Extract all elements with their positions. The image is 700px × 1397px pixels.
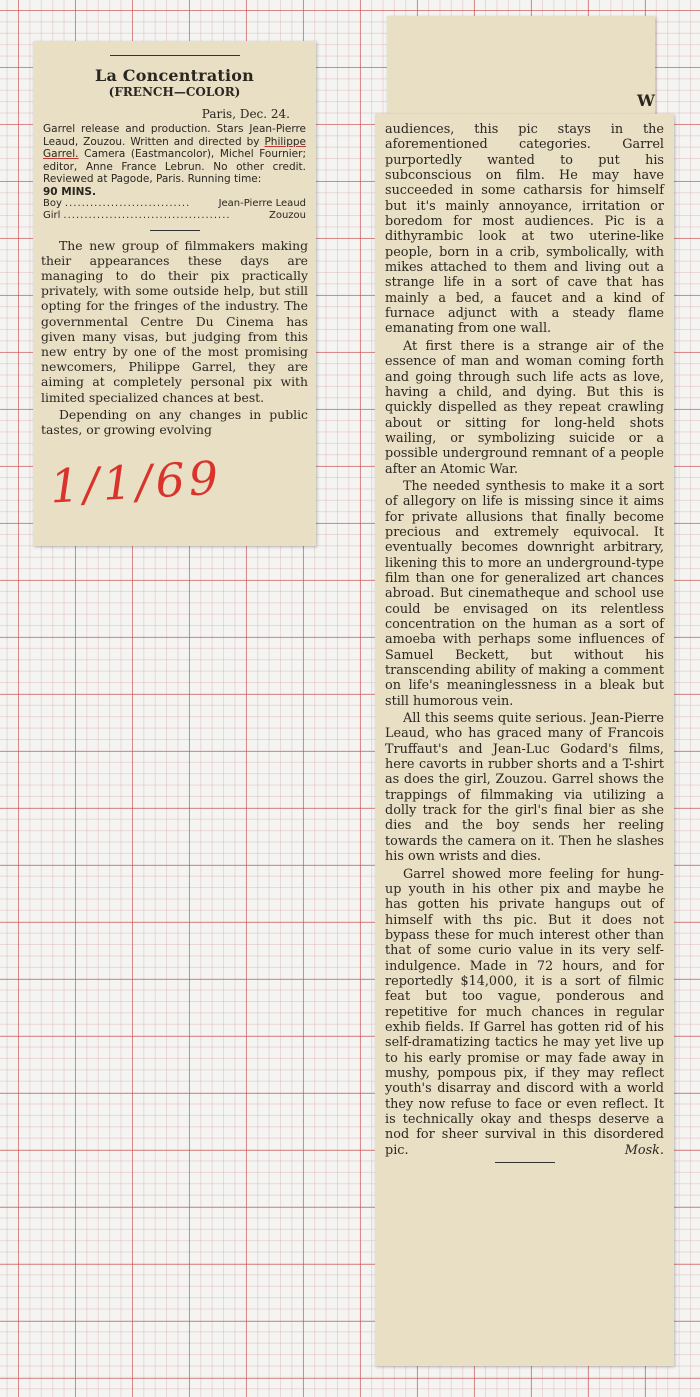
cast-row-boy: [43, 198, 306, 210]
credits-block: [43, 123, 306, 186]
handwritten-date: 1/1/69: [48, 450, 224, 514]
clipping-right: [375, 114, 674, 1366]
clipping-fragment: [387, 16, 655, 116]
cast-actor: Jean-Pierre Leaud: [218, 197, 306, 209]
fragment-letter: W: [637, 91, 655, 110]
body-paragraph: [385, 867, 664, 1159]
body-paragraph: Depending on any changes in public tastes, or growing evolving: [41, 406, 308, 437]
section-rule: [150, 230, 200, 231]
top-rule: [110, 55, 240, 56]
review-subtitle: (FRENCH—COLOR): [108, 85, 241, 99]
cast-row-girl: [43, 210, 306, 222]
body-paragraph: The new group of filmmakers making their appearances these days are managing to do their pix practically privately, with some outside help, but still opting for the fringes of the industry. The governmental Centre Du Cinema has given many visas, but judging from this new entry by one of the most promising newcomers, Philippe Garrel, they are aiming at completely personal pix with limited specialized chances at best.: [41, 237, 308, 405]
reviewer-signature: Mosk.: [624, 1142, 664, 1158]
body-paragraph: All this seems quite serious. Jean-Pierre Leaud, who has graced many of Francois Truffaut's and Jean-Luc Godard's films, here cavorts in rubber shorts and a T-shirt as does the girl, Zouzou. Garrel shows the trappings of filmmaking via utilizing a dolly track for the girl's final bier as she dies and the boy sends her reeling towards the camera on it. Then he slashes his own wrists and dies.: [385, 711, 664, 865]
running-time: 90 MINS.: [43, 185, 96, 198]
end-rule: [495, 1162, 555, 1163]
cast-leader-dots: ........................................: [63, 209, 231, 221]
cast-leader-dots: ..............................: [64, 197, 191, 209]
credits-text-before: Garrel release and production. Stars Jean-Pierre Leaud, Zouzou. Written and directed by: [43, 123, 306, 148]
cast-role: Boy: [43, 197, 62, 209]
credits-text-after: Camera (Eastmancolor), Michel Fournier; editor, Anne France Lebrun. No other credit. Reviewed at Pagode, Paris. Running time:: [43, 148, 306, 185]
body-paragraph: audiences, this pic stays in the aforementioned categories. Garrel purportedly wanted to put his subconscious on film. He may have succeeded in some catharsis for himself but it's mainly annoyance, irritation or boredom for most audiences. Pic is a dithyrambic look at two uterine-like people, born in a crib, symbolically, with mikes attached to them and living out a strange life in a sort of cave that has mainly a bed, a faucet and a kind of furnace adjunct with a steady flame emanating from one wall.: [385, 122, 664, 337]
review-title: La Concentration: [95, 66, 254, 85]
credits-director-highlight: Philippe Garrel.: [43, 135, 306, 160]
dateline: Paris, Dec. 24.: [201, 107, 290, 121]
cast-actor: Zouzou: [268, 209, 306, 221]
body-paragraph: The needed synthesis to make it a sort of allegory on life is missing since it aims for private allusions that finally become precious and extremely equivocal. It eventually becomes downright arbitrary, likening this to more an underground-type film than one for generalized art chances abroad. But cinematheque and school use could be envisaged on its relentless concentration on the human as a sort of amoeba with perhaps some influences of Samuel Beckett, but without his transcending ability of making a comment on life's meaninglessness in a bleak but still humorous vein.: [385, 478, 664, 709]
cast-role: Girl: [43, 209, 61, 221]
final-paragraph-text: Garrel showed more feeling for hung-up youth in his other pix and maybe he has gotten his private hangups out of himself with ths pic. But it does not bypass these for much interest other than that of some curio value in its very self-indulgence. Made in 72 hours, and for reportedly $14,000, it is a sort of filmic feat but too vague, ponderous and repetitive for much chances in regular exhib fields. If Garrel has gotten rid of his self-dramatizing tactics he may yet live up to his early promise or may fade away in mushy, pompous pix, if they may reflect youth's disarray and discord with a world they now refuse to face or even reflect. It is technically okay and thesps deserve a nod for sheer survival in this disordered pic.: [385, 866, 664, 1158]
body-paragraph: At first there is a strange air of the essence of man and woman coming forth and going through such life acts as love, having a child, and dying. But this is quickly dispelled as they repeat crawling about or sitting for long-held shots wailing, or symbolizing suicide or a possible underground remnant of a people after an Atomic War.: [385, 338, 664, 477]
